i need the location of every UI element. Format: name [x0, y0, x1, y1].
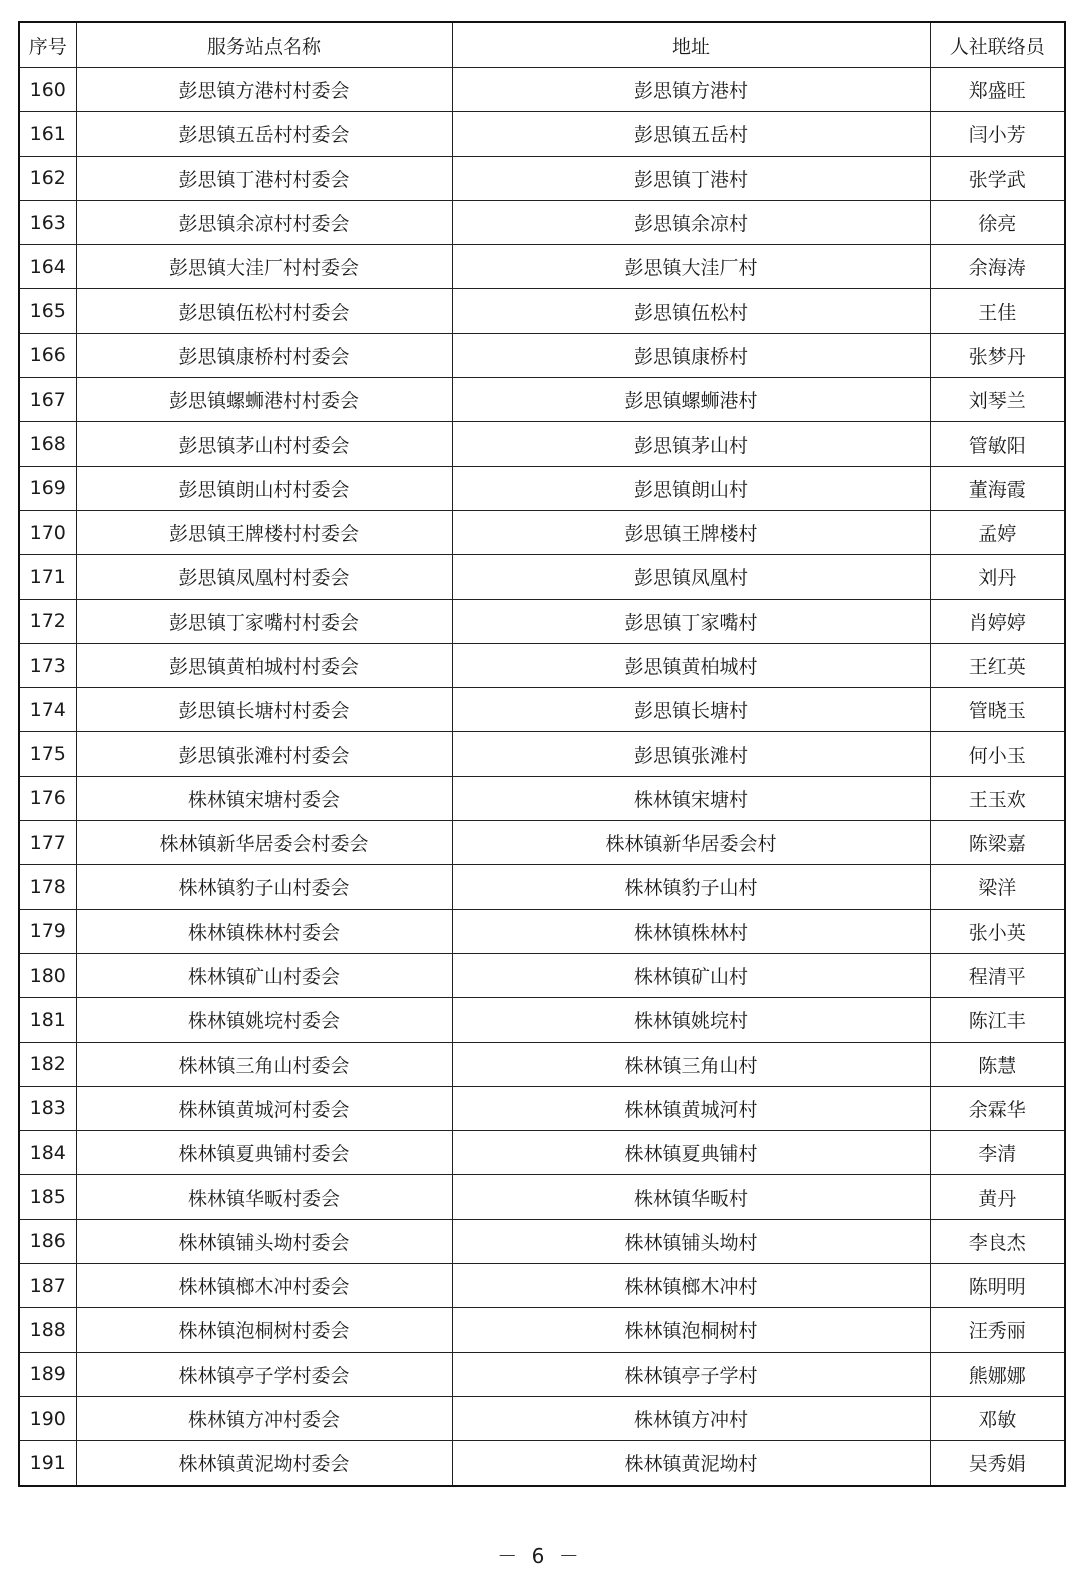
cell-contact-person: 张小英 [930, 909, 1065, 953]
cell-station-name: 株林镇黄城河村委会 [76, 1086, 452, 1130]
cell-station-name: 彭思镇五岳村村委会 [76, 112, 452, 156]
cell-contact-person: 何小玉 [930, 732, 1065, 776]
cell-contact-person: 张梦丹 [930, 333, 1065, 377]
cell-address: 彭思镇方港村 [452, 68, 930, 112]
table-row [19, 821, 1065, 865]
cell-serial-number: 176 [19, 776, 76, 820]
cell-serial-number: 175 [19, 732, 76, 776]
cell-station-name: 株林镇姚垸村委会 [76, 998, 452, 1042]
cell-station-name: 彭思镇螺蛳港村村委会 [76, 378, 452, 422]
table-header [19, 22, 1065, 68]
table-row [19, 510, 1065, 554]
cell-serial-number: 161 [19, 112, 76, 156]
cell-station-name: 彭思镇凤凰村村委会 [76, 555, 452, 599]
cell-serial-number: 187 [19, 1264, 76, 1308]
cell-contact-person: 王红英 [930, 643, 1065, 687]
header-row [19, 22, 1065, 68]
table-row [19, 688, 1065, 732]
cell-contact-person: 郑盛旺 [930, 68, 1065, 112]
cell-address: 株林镇亭子学村 [452, 1352, 930, 1396]
cell-station-name: 彭思镇茅山村村委会 [76, 422, 452, 466]
cell-serial-number: 180 [19, 953, 76, 997]
cell-contact-person: 梁洋 [930, 865, 1065, 909]
cell-address: 株林镇夏典铺村 [452, 1131, 930, 1175]
header-serial-number: 序号 [19, 22, 76, 68]
table-row [19, 865, 1065, 909]
cell-address: 彭思镇大洼厂村 [452, 245, 930, 289]
cell-address: 彭思镇余凉村 [452, 200, 930, 244]
cell-station-name: 彭思镇丁港村村委会 [76, 156, 452, 200]
cell-station-name: 彭思镇张滩村村委会 [76, 732, 452, 776]
cell-contact-person: 刘丹 [930, 555, 1065, 599]
cell-serial-number: 181 [19, 998, 76, 1042]
table-row [19, 599, 1065, 643]
cell-serial-number: 169 [19, 466, 76, 510]
cell-address: 彭思镇黄柏城村 [452, 643, 930, 687]
table-row [19, 732, 1065, 776]
cell-address: 株林镇黄城河村 [452, 1086, 930, 1130]
cell-contact-person: 邓敏 [930, 1396, 1065, 1440]
cell-serial-number: 167 [19, 378, 76, 422]
cell-station-name: 株林镇矿山村委会 [76, 953, 452, 997]
cell-contact-person: 王玉欢 [930, 776, 1065, 820]
cell-address: 株林镇方冲村 [452, 1396, 930, 1440]
cell-serial-number: 160 [19, 68, 76, 112]
cell-serial-number: 177 [19, 821, 76, 865]
table-row [19, 776, 1065, 820]
cell-contact-person: 徐亮 [930, 200, 1065, 244]
cell-contact-person: 闫小芳 [930, 112, 1065, 156]
cell-serial-number: 190 [19, 1396, 76, 1440]
cell-serial-number: 172 [19, 599, 76, 643]
cell-serial-number: 163 [19, 200, 76, 244]
table-row [19, 1264, 1065, 1308]
table-row [19, 68, 1065, 112]
cell-station-name: 株林镇新华居委会村委会 [76, 821, 452, 865]
cell-serial-number: 174 [19, 688, 76, 732]
cell-contact-person: 陈明明 [930, 1264, 1065, 1308]
cell-station-name: 株林镇榔木冲村委会 [76, 1264, 452, 1308]
cell-station-name: 株林镇株林村委会 [76, 909, 452, 953]
cell-contact-person: 张学武 [930, 156, 1065, 200]
cell-address: 株林镇宋塘村 [452, 776, 930, 820]
cell-station-name: 彭思镇方港村村委会 [76, 68, 452, 112]
cell-station-name: 株林镇三角山村委会 [76, 1042, 452, 1086]
header-contact-person: 人社联络员 [930, 22, 1065, 68]
cell-address: 彭思镇茅山村 [452, 422, 930, 466]
page-number: － 6 － [497, 1544, 583, 1568]
cell-station-name: 彭思镇余凉村村委会 [76, 200, 452, 244]
cell-contact-person: 黄丹 [930, 1175, 1065, 1219]
cell-serial-number: 183 [19, 1086, 76, 1130]
cell-address: 株林镇矿山村 [452, 953, 930, 997]
cell-contact-person: 李良杰 [930, 1219, 1065, 1263]
cell-contact-person: 汪秀丽 [930, 1308, 1065, 1352]
cell-station-name: 彭思镇王牌楼村村委会 [76, 510, 452, 554]
cell-station-name: 株林镇亭子学村委会 [76, 1352, 452, 1396]
cell-serial-number: 173 [19, 643, 76, 687]
cell-address: 株林镇姚垸村 [452, 998, 930, 1042]
cell-contact-person: 王佳 [930, 289, 1065, 333]
table-row [19, 466, 1065, 510]
cell-address: 彭思镇王牌楼村 [452, 510, 930, 554]
table-row [19, 555, 1065, 599]
cell-serial-number: 164 [19, 245, 76, 289]
cell-serial-number: 182 [19, 1042, 76, 1086]
cell-contact-person: 吴秀娟 [930, 1441, 1065, 1486]
cell-serial-number: 186 [19, 1219, 76, 1263]
cell-contact-person: 刘琴兰 [930, 378, 1065, 422]
cell-serial-number: 165 [19, 289, 76, 333]
cell-station-name: 株林镇华畈村委会 [76, 1175, 452, 1219]
cell-serial-number: 168 [19, 422, 76, 466]
cell-contact-person: 余霖华 [930, 1086, 1065, 1130]
cell-station-name: 彭思镇黄柏城村村委会 [76, 643, 452, 687]
cell-address: 株林镇泡桐树村 [452, 1308, 930, 1352]
table-row [19, 1308, 1065, 1352]
cell-station-name: 彭思镇长塘村村委会 [76, 688, 452, 732]
cell-station-name: 株林镇泡桐树村委会 [76, 1308, 452, 1352]
cell-contact-person: 陈江丰 [930, 998, 1065, 1042]
cell-address: 株林镇豹子山村 [452, 865, 930, 909]
table-row [19, 289, 1065, 333]
table-row [19, 156, 1065, 200]
cell-station-name: 株林镇夏典铺村委会 [76, 1131, 452, 1175]
table-row [19, 200, 1065, 244]
cell-station-name: 株林镇豹子山村委会 [76, 865, 452, 909]
cell-contact-person: 董海霞 [930, 466, 1065, 510]
cell-address: 彭思镇螺蛳港村 [452, 378, 930, 422]
cell-contact-person: 管晓玉 [930, 688, 1065, 732]
header-address: 地址 [452, 22, 930, 68]
cell-address: 彭思镇丁港村 [452, 156, 930, 200]
table-row [19, 1175, 1065, 1219]
cell-address: 彭思镇凤凰村 [452, 555, 930, 599]
cell-address: 株林镇三角山村 [452, 1042, 930, 1086]
cell-serial-number: 171 [19, 555, 76, 599]
cell-station-name: 株林镇宋塘村委会 [76, 776, 452, 820]
cell-address: 彭思镇长塘村 [452, 688, 930, 732]
cell-contact-person: 肖婷婷 [930, 599, 1065, 643]
cell-address: 彭思镇五岳村 [452, 112, 930, 156]
cell-address: 彭思镇丁家嘴村 [452, 599, 930, 643]
cell-serial-number: 166 [19, 333, 76, 377]
cell-contact-person: 李清 [930, 1131, 1065, 1175]
cell-address: 株林镇黄泥坳村 [452, 1441, 930, 1486]
cell-address: 彭思镇康桥村 [452, 333, 930, 377]
cell-serial-number: 185 [19, 1175, 76, 1219]
cell-address: 株林镇华畈村 [452, 1175, 930, 1219]
cell-address: 株林镇新华居委会村 [452, 821, 930, 865]
cell-station-name: 彭思镇丁家嘴村村委会 [76, 599, 452, 643]
cell-serial-number: 189 [19, 1352, 76, 1396]
cell-station-name: 彭思镇大洼厂村村委会 [76, 245, 452, 289]
cell-serial-number: 179 [19, 909, 76, 953]
cell-serial-number: 170 [19, 510, 76, 554]
table-row [19, 1396, 1065, 1440]
cell-serial-number: 162 [19, 156, 76, 200]
table-row [19, 245, 1065, 289]
table-row [19, 643, 1065, 687]
table-row [19, 953, 1065, 997]
cell-contact-person: 余海涛 [930, 245, 1065, 289]
table-row [19, 1441, 1065, 1486]
cell-station-name: 彭思镇康桥村村委会 [76, 333, 452, 377]
cell-station-name: 株林镇黄泥坳村委会 [76, 1441, 452, 1486]
cell-station-name: 株林镇铺头坳村委会 [76, 1219, 452, 1263]
table-row [19, 998, 1065, 1042]
table-row [19, 112, 1065, 156]
cell-address: 株林镇铺头坳村 [452, 1219, 930, 1263]
cell-address: 彭思镇伍松村 [452, 289, 930, 333]
cell-address: 株林镇榔木冲村 [452, 1264, 930, 1308]
cell-serial-number: 191 [19, 1441, 76, 1486]
cell-contact-person: 陈慧 [930, 1042, 1065, 1086]
table-row [19, 1219, 1065, 1263]
cell-station-name: 彭思镇伍松村村委会 [76, 289, 452, 333]
table-row [19, 333, 1065, 377]
cell-contact-person: 孟婷 [930, 510, 1065, 554]
header-station-name: 服务站点名称 [76, 22, 452, 68]
cell-station-name: 彭思镇朗山村村委会 [76, 466, 452, 510]
cell-serial-number: 184 [19, 1131, 76, 1175]
table-row [19, 1042, 1065, 1086]
cell-station-name: 株林镇方冲村委会 [76, 1396, 452, 1440]
cell-contact-person: 熊娜娜 [930, 1352, 1065, 1396]
cell-contact-person: 程清平 [930, 953, 1065, 997]
cell-serial-number: 178 [19, 865, 76, 909]
service-station-table [18, 21, 1066, 1487]
cell-contact-person: 陈梁嘉 [930, 821, 1065, 865]
table-row [19, 1086, 1065, 1130]
cell-contact-person: 管敏阳 [930, 422, 1065, 466]
table-row [19, 378, 1065, 422]
cell-address: 彭思镇张滩村 [452, 732, 930, 776]
cell-address: 彭思镇朗山村 [452, 466, 930, 510]
table-row [19, 909, 1065, 953]
cell-address: 株林镇株林村 [452, 909, 930, 953]
table-row [19, 1352, 1065, 1396]
table-row [19, 1131, 1065, 1175]
table-row [19, 422, 1065, 466]
table-body [19, 68, 1065, 1486]
cell-serial-number: 188 [19, 1308, 76, 1352]
